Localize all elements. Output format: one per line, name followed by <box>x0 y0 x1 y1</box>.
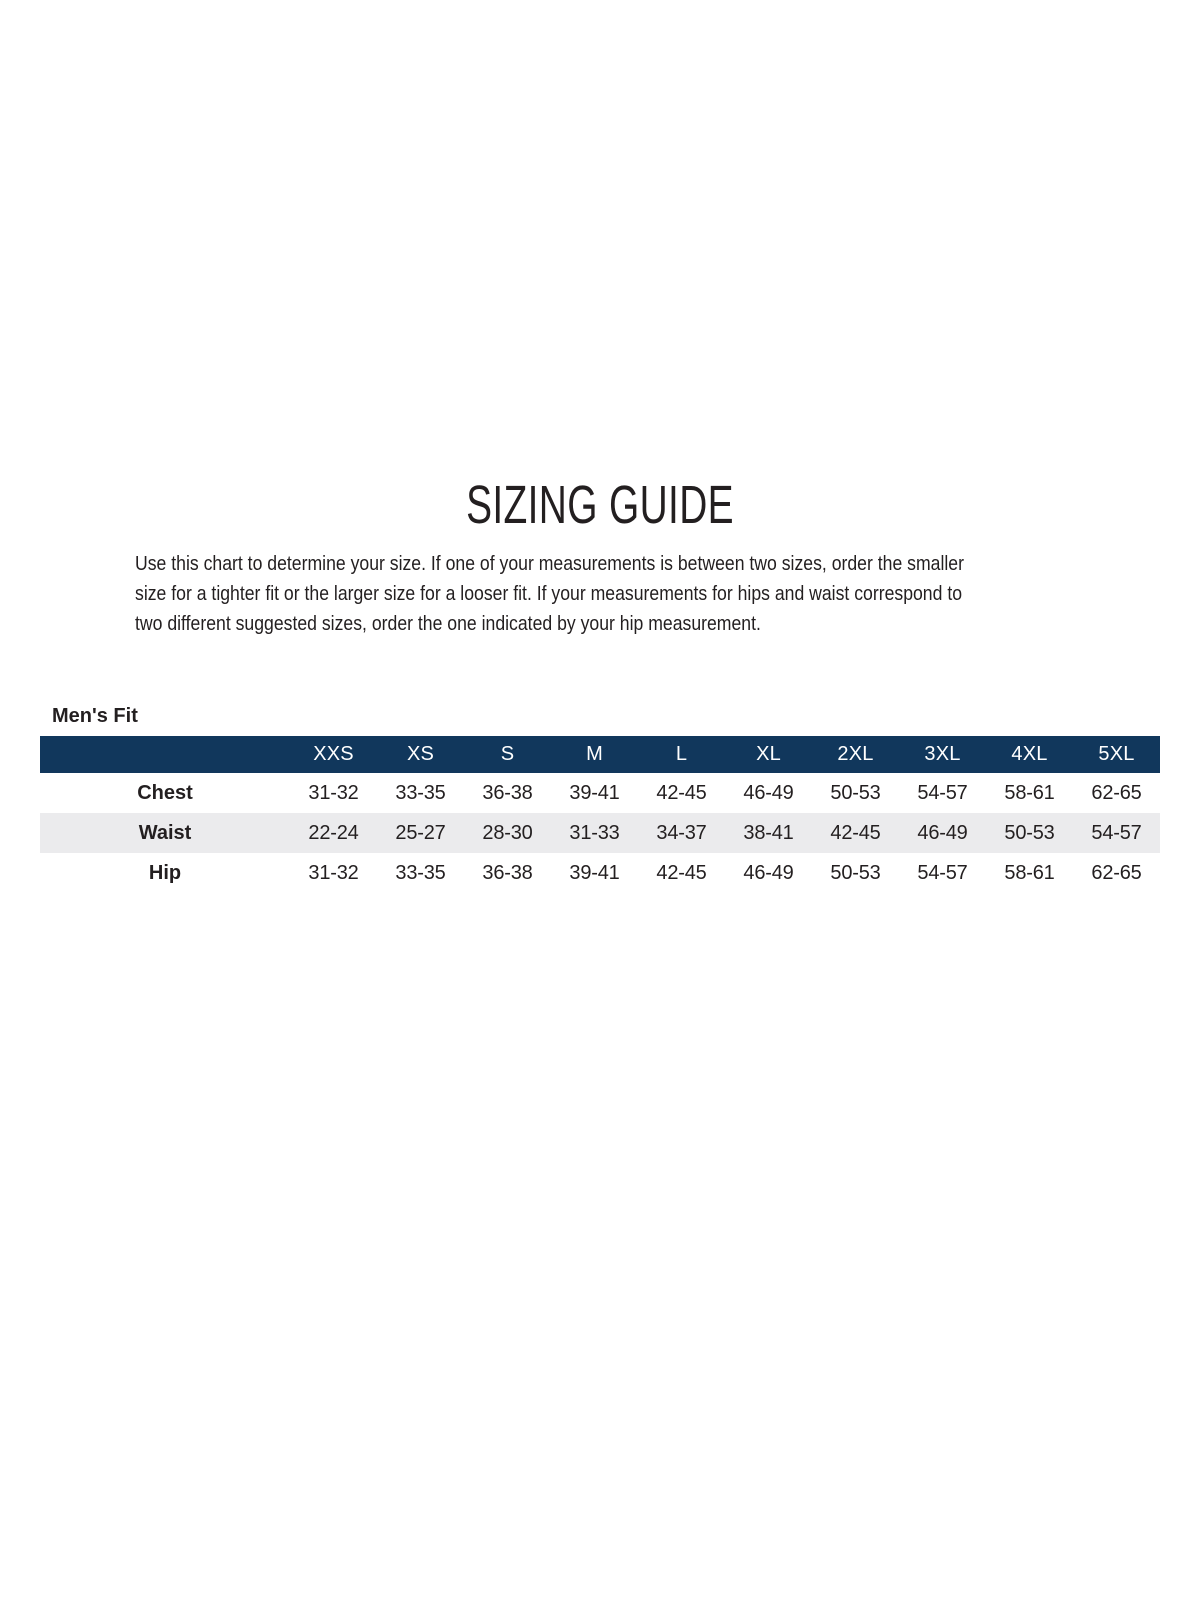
intro-line-2: size for a tighter fit or the larger size for a looser fit. If your measurements for hips and waist correspond to <box>135 582 963 605</box>
chest-value-xxs: 31-32 <box>308 781 359 804</box>
waist-value-m: 31-33 <box>569 821 620 844</box>
hip-value-m: 39-41 <box>569 861 620 884</box>
size-column-header-5xl: 5XL <box>1098 743 1135 765</box>
size-column-header-l: L <box>675 743 688 765</box>
size-column-header-xl: XL <box>756 743 781 765</box>
intro-line-1: Use this chart to determine your size. If one of your measurements is between two sizes, order the smaller <box>135 552 964 575</box>
hip-value-3xl: 54-57 <box>917 861 968 884</box>
hip-value-4xl: 58-61 <box>1004 861 1055 884</box>
size-column-header-2xl: 2XL <box>837 743 874 765</box>
table-row-hip <box>40 853 1160 893</box>
size-table-header-row <box>40 736 1160 773</box>
chest-value-xs: 33-35 <box>395 781 446 804</box>
size-column-header-3xl: 3XL <box>924 743 961 765</box>
hip-value-xl: 46-49 <box>743 861 794 884</box>
page-title: SIZING GUIDE <box>466 475 734 535</box>
intro-line-3: two different suggested sizes, order the one indicated by your hip measurement. <box>135 612 761 635</box>
waist-value-5xl: 54-57 <box>1091 821 1142 844</box>
chest-value-m: 39-41 <box>569 781 620 804</box>
size-column-header-xxs: XXS <box>313 743 354 765</box>
table-row-chest <box>40 773 1160 813</box>
hip-value-5xl: 62-65 <box>1091 861 1142 884</box>
size-column-header-xs: XS <box>406 743 435 765</box>
row-label-chest: Chest <box>137 781 193 804</box>
hip-value-l: 42-45 <box>656 861 707 884</box>
chest-value-5xl: 62-65 <box>1091 781 1142 804</box>
header-corner-cell <box>40 736 290 773</box>
waist-value-2xl: 42-45 <box>830 821 881 844</box>
waist-value-4xl: 50-53 <box>1004 821 1055 844</box>
hip-value-xs: 33-35 <box>395 861 446 884</box>
chest-value-xl: 46-49 <box>743 781 794 804</box>
chest-value-l: 42-45 <box>656 781 707 804</box>
row-label-hip: Hip <box>148 861 182 884</box>
intro-paragraph <box>135 549 964 639</box>
hip-value-s: 36-38 <box>482 861 533 884</box>
hip-value-2xl: 50-53 <box>830 861 881 884</box>
section-label-mens-fit: Men's Fit <box>52 705 138 727</box>
waist-value-3xl: 46-49 <box>917 821 968 844</box>
chest-value-s: 36-38 <box>482 781 533 804</box>
row-label-waist: Waist <box>138 821 192 844</box>
size-column-header-m: M <box>586 743 603 765</box>
chest-value-2xl: 50-53 <box>830 781 881 804</box>
waist-value-xl: 38-41 <box>743 821 794 844</box>
chest-value-3xl: 54-57 <box>917 781 968 804</box>
waist-value-l: 34-37 <box>656 821 707 844</box>
chest-value-4xl: 58-61 <box>1004 781 1055 804</box>
mens-fit-size-table <box>40 736 1160 893</box>
waist-value-xxs: 22-24 <box>308 821 359 844</box>
waist-value-s: 28-30 <box>482 821 533 844</box>
waist-value-xs: 25-27 <box>395 821 446 844</box>
size-column-header-4xl: 4XL <box>1011 743 1048 765</box>
size-column-header-s: S <box>500 743 515 765</box>
hip-value-xxs: 31-32 <box>308 861 359 884</box>
table-row-waist <box>40 813 1160 853</box>
